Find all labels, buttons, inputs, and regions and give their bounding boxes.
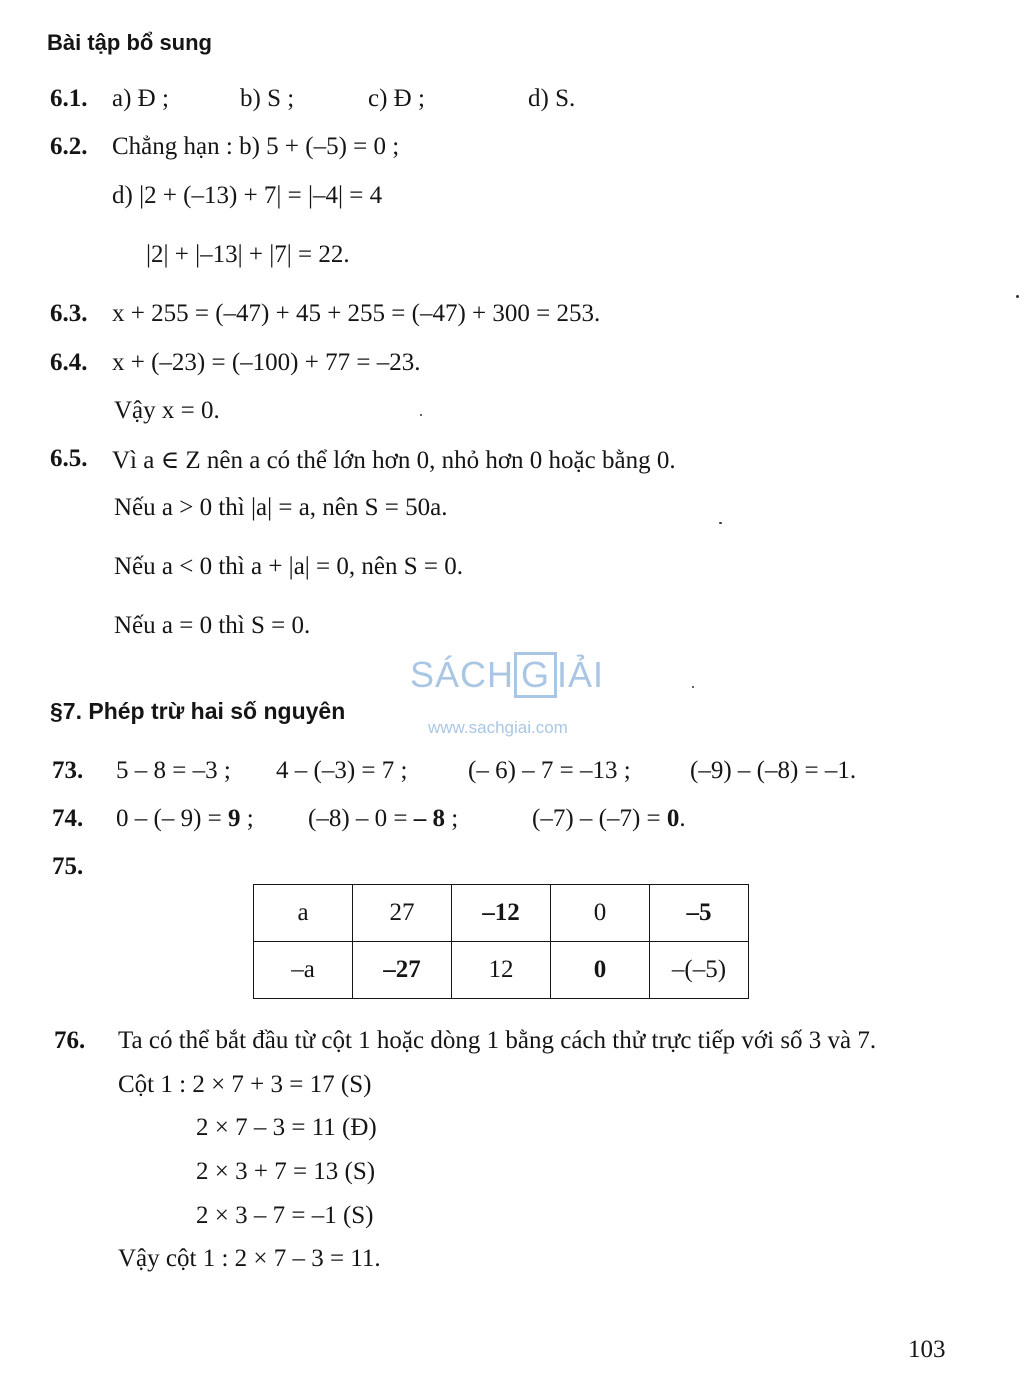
answer-line: 2 × 3 – 7 = –1 (S) xyxy=(196,1202,374,1229)
scan-speck xyxy=(420,414,422,416)
scan-speck xyxy=(692,686,694,688)
answer-part: 5 – 8 = –3 ; xyxy=(116,757,231,784)
table-cell: –a xyxy=(254,942,353,999)
answer-part: d) S. xyxy=(528,85,576,112)
exercise-number: 76. xyxy=(54,1027,86,1054)
table-cell: 12 xyxy=(452,942,551,999)
answer-line: Ta có thể bắt đầu từ cột 1 hoặc dòng 1 bằng cách thử trực tiếp với số 3 và 7. xyxy=(118,1027,877,1054)
table-cell: –27 xyxy=(353,942,452,999)
exercise-number: 75. xyxy=(52,853,84,880)
answer-line: Nếu a = 0 thì S = 0. xyxy=(114,612,311,639)
answer-part: (–8) – 0 = – 8 ; xyxy=(308,805,459,832)
answer-line: x + (–23) = (–100) + 77 = –23. xyxy=(112,349,421,376)
scan-speck xyxy=(719,522,722,524)
table-row xyxy=(254,885,749,942)
table-cell: –5 xyxy=(650,885,749,942)
watermark-url: www.sachgiai.com xyxy=(428,718,568,737)
exercise-number: 6.5. xyxy=(50,445,88,472)
answer-line: Nếu a > 0 thì |a| = a, nên S = 50a. xyxy=(114,494,448,521)
answer-part: c) Đ ; xyxy=(368,85,425,112)
answer-line: x + 255 = (–47) + 45 + 255 = (–47) + 300 = 253. xyxy=(112,300,601,327)
answer-line: |2| + |–13| + |7| = 22. xyxy=(146,241,350,268)
answer-part: a) Đ ; xyxy=(112,85,169,112)
table-cell: 0 xyxy=(551,885,650,942)
extra-exercises-heading: Bài tập bổ sung xyxy=(47,30,212,55)
answer-line: 2 × 7 – 3 = 11 (Đ) xyxy=(196,1114,377,1141)
answer-line: Nếu a < 0 thì a + |a| = 0, nên S = 0. xyxy=(114,553,463,580)
answer-part: (–7) – (–7) = 0. xyxy=(532,805,686,832)
exercise-number: 6.3. xyxy=(50,300,88,327)
exercise-number: 6.2. xyxy=(50,133,88,160)
table-cell: –12 xyxy=(452,885,551,942)
answer-line: Chẳng hạn : b) 5 + (–5) = 0 ; xyxy=(112,133,400,160)
table-cell: 27 xyxy=(353,885,452,942)
exercise-number: 6.4. xyxy=(50,349,88,376)
answer-line: Vì a ∈ Z nên a có thể lớn hơn 0, nhỏ hơn 0 hoặc bằng 0. xyxy=(112,447,676,474)
table-cell: 0 xyxy=(551,942,650,999)
table-row xyxy=(254,942,749,999)
answer-line: Vậy x = 0. xyxy=(114,397,220,424)
section-7-heading: §7. Phép trừ hai số nguyên xyxy=(50,698,346,724)
answer-part: 4 – (–3) = 7 ; xyxy=(276,757,408,784)
scan-speck xyxy=(1016,295,1019,298)
answer-line: Vậy cột 1 : 2 × 7 – 3 = 11. xyxy=(118,1245,381,1272)
table-cell: –(–5) xyxy=(650,942,749,999)
answer-line: 2 × 3 + 7 = 13 (S) xyxy=(196,1158,376,1185)
page-number: 103 xyxy=(908,1336,946,1363)
exercise-number: 74. xyxy=(52,805,84,832)
answer-part: (–9) – (–8) = –1. xyxy=(690,757,857,784)
opposite-numbers-table xyxy=(253,884,749,999)
answer-part: (– 6) – 7 = –13 ; xyxy=(468,757,631,784)
exercise-number: 6.1. xyxy=(50,85,88,112)
answer-part: b) S ; xyxy=(240,85,295,112)
answer-line: d) |2 + (–13) + 7| = |–4| = 4 xyxy=(112,182,383,209)
table-cell: a xyxy=(254,885,353,942)
answer-part: 0 – (– 9) = 9 ; xyxy=(116,805,254,832)
exercise-number: 73. xyxy=(52,757,84,784)
answer-line: Cột 1 : 2 × 7 + 3 = 17 (S) xyxy=(118,1071,372,1098)
watermark-logo: SÁCH G IẢI xyxy=(410,652,604,698)
